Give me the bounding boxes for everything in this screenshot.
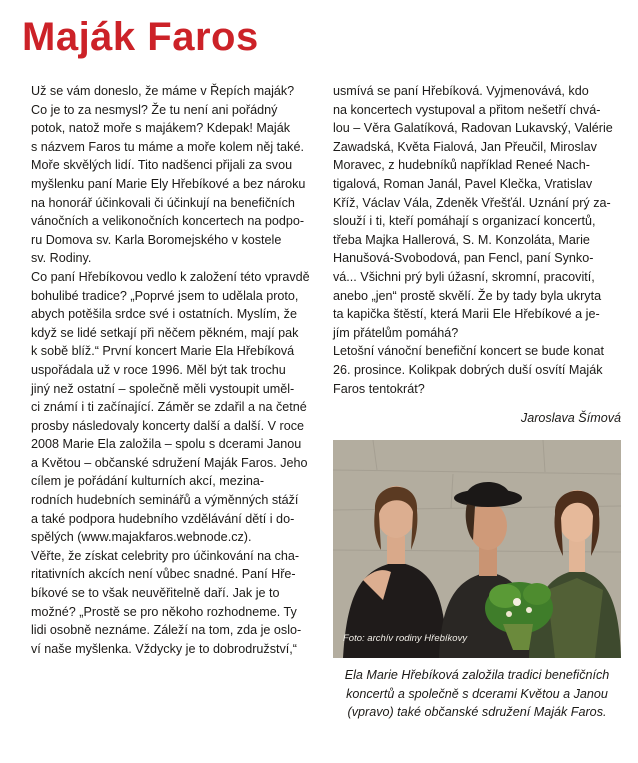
text-line: Kříž, Václav Vála, Zdeněk Vřešťál. Uznání prý za- [333,195,611,210]
text-line: Hanušová-Svobodová, pan Fencl, paní Synko- [333,251,594,266]
text-line: Věřte, že získat celebrity pro účinkování na cha- [31,548,300,563]
text-line: jím přátelům pomáhá? [333,325,459,340]
caption-line: Ela Marie Hřebíková založila tradici benefičních [344,668,610,682]
text-line: rodních hudebních seminářů a výměnných stáží [31,493,299,508]
article-photo [333,440,621,658]
text-line: sv. Rodiny. [31,251,92,266]
text-line: jiný než ostatní – společně měli vystoupit uměl- [31,381,295,396]
text-line: Moře skvělých lidí. Tito nadšenci přijali za svou [31,158,293,173]
text-line: cílem je pořádání kulturních akcí, mezina- [31,474,265,489]
text-line: když se lidé setkají při něčem pěkném, mají pak [31,325,299,340]
text-line: Co paní Hřebíkovou vedlo k založení této vpravdě [31,269,310,284]
text-line: na koncertech vystupoval a přitom nešetří chvá- [333,102,601,117]
caption-line: (vpravo) také občanské sdružení Maják Faros. [347,705,607,720]
text-line: prosby následovaly koncerty další a další. V roce [31,418,305,433]
text-line: vánočních a velikonočních koncertech na podpo- [31,214,305,229]
text-line: myšlenku paní Marie Ely Hřebíkové a bez nároku [31,176,306,191]
text-line: ci známí i ti začínající. Záměr se zdařil a na četné [31,400,307,415]
left-text-column [31,82,318,658]
text-line: k sobě blíž.“ První koncert Marie Ela Hřebíková [31,344,295,359]
text-line: třeba Majka Hallerová, S. M. Konzoláta, Marie [333,232,590,247]
text-line: Letošní vánoční benefiční koncert se bude konat [333,344,604,359]
right-text-lines [333,82,621,398]
text-line: a také podpora hudebního vzdělávání dětí i do- [31,511,295,526]
text-line: spělých (www.majakfaros.webnode.cz). [31,530,252,545]
text-line: ta kapička štěstí, která Marii Ele Hřebíkové a je- [333,307,600,322]
text-line: uspořádala už v roce 1996. Měl být tak trochu [31,362,286,377]
text-line: ritativních akcích není vůbec snadné. Paní Hře- [31,567,296,582]
author-byline: Jaroslava Šímová [520,411,621,425]
text-line: Zawadská, Květa Fialová, Jan Přeučil, Miroslav [333,139,597,154]
text-line: 26. prosince. Kolikpak dobrých duší osvítí Maják [333,362,603,377]
text-line: lidi osobně neznáme. Záleží na tom, zda je oslo- [31,623,302,638]
text-line: s názvem Faros tu máme a moře kolem něj také. [31,139,304,154]
text-line: Moravec, z hudebníků například Reneé Nach- [333,158,590,173]
text-line: 2008 Marie Ela založila – spolu s dcerami Janou [31,437,302,452]
text-line: tigalová, Roman Janál, Pavel Klečka, Vratislav [333,176,593,191]
photo-caption [333,666,621,722]
text-line: slouží i ti, kteří pomáhají s organizací koncertů, [333,214,596,229]
text-line: a Květou – občanské sdružení Maják Faros. Jeho [31,455,308,470]
caption-line: koncertů a společně s dcerami Květou a Janou [346,686,608,701]
text-line: Co je to za nesmysl? Že tu není ani pořádný [31,102,278,117]
text-line: Už se vám doneslo, že máme v Řepích maják? [31,84,295,98]
text-line: potok, natož moře s majákem? Kdepak! Maják [31,121,290,136]
text-line: na honorář účinkovali či účinkují na benefičních [31,195,295,210]
text-line: ru Domova sv. Karla Boromejského v kostele [31,232,282,247]
text-line: ví naše myšlenka. Vždycky je to dobrodružství,“ [31,641,297,656]
text-line: abych potěšila srdce své i ostatních. Myslím, že [31,307,297,322]
text-line: lou – Věra Galatíková, Radovan Lukavský, Valérie [333,121,613,136]
article-title: Maják Faros [22,15,259,59]
text-line: bíkové se to však neuvěřitelně daří. Jak je to [31,586,280,601]
text-line: Faros tentokrát? [333,381,425,396]
photo-illustration [333,440,621,658]
text-line: možné? „Prostě se pro někoho rozhodneme. Ty [31,604,297,619]
text-line: bohulibé tradice? „Poprvé jsem to udělala proto, [31,288,299,303]
text-line: usmívá se paní Hřebíková. Vyjmenovává, kdo [333,84,589,98]
right-text-column [333,82,621,425]
photo-credit: Foto: archív rodiny Hřebíkovy [343,633,468,644]
text-line: vá... Všichni prý byli úžasní, skromní, pracovití, [333,269,595,284]
text-line: anebo „jen“ prostě skvělí. Že by tady byla ukryta [333,288,602,303]
